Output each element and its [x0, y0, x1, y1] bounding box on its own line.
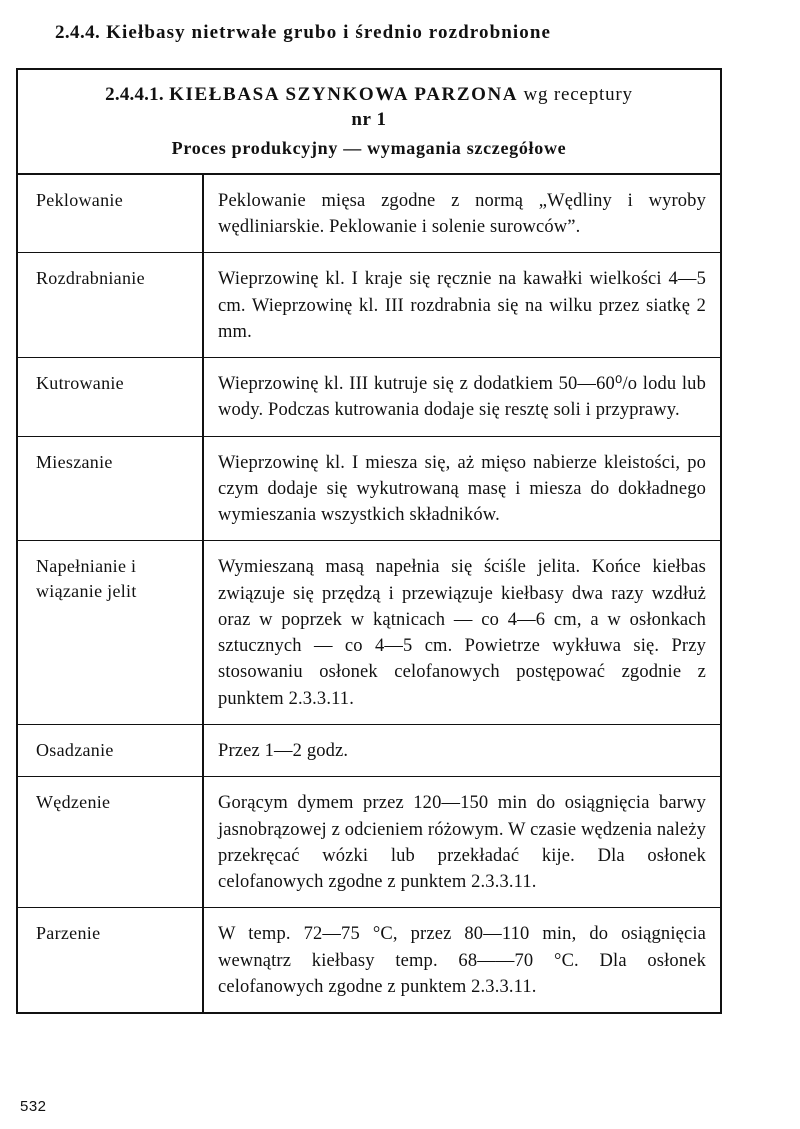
section-title: Kiełbasy nietrwałe grubo i średnio rozdrobnione [106, 22, 552, 43]
table-subtitle: Proces produkcyjny — wymagania szczegółowe [171, 138, 567, 159]
process-step-description: W temp. 72—75 °C, przez 80—110 min, do osiągnięcia wewnątrz kiełbasy temp. 68——70 °C. Dla osłonek celofanowych zgodne z punktem 2.3.3.11. [218, 924, 706, 997]
product-recipe-suffix: wg receptury [523, 84, 633, 105]
process-step-description: Wieprzowinę kl. III kutruje się z dodatkiem 50—60⁰/o lodu lub wody. Podczas kutrowania dodaje się resztę soli i przyprawy. [218, 374, 706, 421]
table-header-line-1 [28, 82, 710, 108]
watermark: wedlinydomowe.pl [125, 1014, 675, 1081]
table-row [18, 253, 720, 358]
process-step-description: Wymieszaną masą napełnia się ściśle jelita. Końce kiełbas związuje się przędzą i przewiązuje kiełbasy dwa razy wzdłuż oraz w poprzek w kątnicach — co 4—6 cm, a w osłonkach sztucznych — co 4—5 cm. Powietrze wykłuwa się. Przy stosowaniu osłonek celofanowych postępować zgodnie z punktem 2.3.3.11. [218, 557, 706, 709]
process-step-label: Parzenie [18, 908, 204, 1012]
product-name: KIEŁBASA SZYNKOWA PARZONA [169, 84, 519, 105]
process-step-description: Wieprzowinę kl. I miesza się, aż mięso nabierze kleistości, po czym dodaje się wykutrowaną masę i miesza do dokładnego wymieszania wszystkich składników. [218, 452, 706, 526]
table-header [18, 70, 720, 175]
process-step-label: Kutrowanie [18, 358, 204, 436]
page-number: 532 [20, 1098, 47, 1115]
process-step-description: Gorącym dymem przez 120—150 min do osiągnięcia barwy jasnobrązowej z odcieniem różowym. W czasie wędzenia należy przekręcać wózki lub przekładać kije. Dla osłonek celofanowych zgodne z punktem 2.3.3.11. [218, 793, 706, 893]
recipe-number: nr 1 [351, 108, 387, 130]
process-step-label: Napełnianie i wiązanie jelit [18, 541, 204, 724]
process-step-label: Peklowanie [18, 175, 204, 253]
table-row [18, 725, 720, 777]
process-step-description: Przez 1—2 godz. [218, 740, 349, 761]
table-row [18, 908, 720, 1012]
table-row [18, 777, 720, 908]
table-row [18, 175, 720, 254]
process-step-description: Peklowanie mięsa zgodne z normą „Wędliny i wyroby wędliniarskie. Peklowanie i solenie surowców”. [218, 190, 706, 237]
table-row [18, 437, 720, 542]
table-row [18, 358, 720, 437]
table-row [18, 541, 720, 725]
recipe-table [16, 68, 722, 1014]
product-code: 2.4.4.1. [105, 84, 164, 105]
section-heading [55, 22, 551, 44]
process-step-label: Osadzanie [18, 725, 204, 776]
process-step-label: Rozdrabnianie [18, 253, 204, 357]
process-step-description: Wieprzowinę kl. I kraje się ręcznie na kawałki wielkości 4—5 cm. Wieprzowinę kl. III rozdrabnia się na wilku przez siatkę 2 mm. [218, 269, 706, 342]
section-number: 2.4.4. [55, 22, 101, 43]
process-step-label: Wędzenie [18, 777, 204, 907]
process-step-label: Mieszanie [18, 437, 204, 541]
